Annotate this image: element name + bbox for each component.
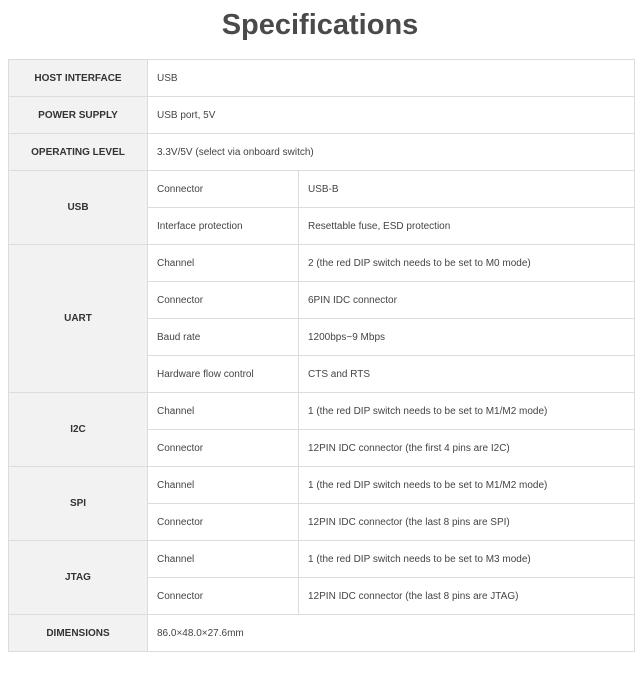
- jtag-channel-key: Channel: [148, 541, 299, 578]
- spi-connector-key: Connector: [148, 504, 299, 541]
- usb-connector-key: Connector: [148, 171, 299, 208]
- uart-channel-key: Channel: [148, 245, 299, 282]
- uart-connector-value: 6PIN IDC connector: [299, 282, 635, 319]
- row-header-power-supply: POWER SUPPLY: [9, 97, 148, 134]
- host-interface-value: USB: [148, 60, 635, 97]
- spi-connector-value: 12PIN IDC connector (the last 8 pins are SPI): [299, 504, 635, 541]
- usb-protection-value: Resettable fuse, ESD protection: [299, 208, 635, 245]
- dimensions-value: 86.0×48.0×27.6mm: [148, 615, 635, 652]
- jtag-channel-value: 1 (the red DIP switch needs to be set to M3 mode): [299, 541, 635, 578]
- uart-flow-control-value: CTS and RTS: [299, 356, 635, 393]
- row-header-spi: SPI: [9, 467, 148, 541]
- table-row: [9, 134, 635, 171]
- row-header-host-interface: HOST INTERFACE: [9, 60, 148, 97]
- table-row: [9, 245, 635, 282]
- table-row: [9, 541, 635, 578]
- i2c-channel-value: 1 (the red DIP switch needs to be set to M1/M2 mode): [299, 393, 635, 430]
- jtag-connector-key: Connector: [148, 578, 299, 615]
- uart-connector-key: Connector: [148, 282, 299, 319]
- specifications-table: [8, 59, 635, 652]
- row-header-i2c: I2C: [9, 393, 148, 467]
- uart-channel-value: 2 (the red DIP switch needs to be set to M0 mode): [299, 245, 635, 282]
- table-row: [9, 171, 635, 208]
- usb-connector-value: USB-B: [299, 171, 635, 208]
- table-row: [9, 467, 635, 504]
- operating-level-value: 3.3V/5V (select via onboard switch): [148, 134, 635, 171]
- row-header-jtag: JTAG: [9, 541, 148, 615]
- table-row: [9, 97, 635, 134]
- spi-channel-key: Channel: [148, 467, 299, 504]
- spi-channel-value: 1 (the red DIP switch needs to be set to M1/M2 mode): [299, 467, 635, 504]
- row-header-operating-level: OPERATING LEVEL: [9, 134, 148, 171]
- i2c-channel-key: Channel: [148, 393, 299, 430]
- i2c-connector-key: Connector: [148, 430, 299, 467]
- table-row: [9, 393, 635, 430]
- uart-baud-key: Baud rate: [148, 319, 299, 356]
- page-title: Specifications: [221, 9, 419, 41]
- uart-flow-control-key: Hardware flow control: [148, 356, 299, 393]
- row-header-dimensions: DIMENSIONS: [9, 615, 148, 652]
- table-row: [9, 615, 635, 652]
- row-header-uart: UART: [9, 245, 148, 393]
- usb-protection-key: Interface protection: [148, 208, 299, 245]
- uart-baud-value: 1200bps~9 Mbps: [299, 319, 635, 356]
- jtag-connector-value: 12PIN IDC connector (the last 8 pins are JTAG): [299, 578, 635, 615]
- table-row: [9, 60, 635, 97]
- power-supply-value: USB port, 5V: [148, 97, 635, 134]
- row-header-usb: USB: [9, 171, 148, 245]
- i2c-connector-value: 12PIN IDC connector (the first 4 pins are I2C): [299, 430, 635, 467]
